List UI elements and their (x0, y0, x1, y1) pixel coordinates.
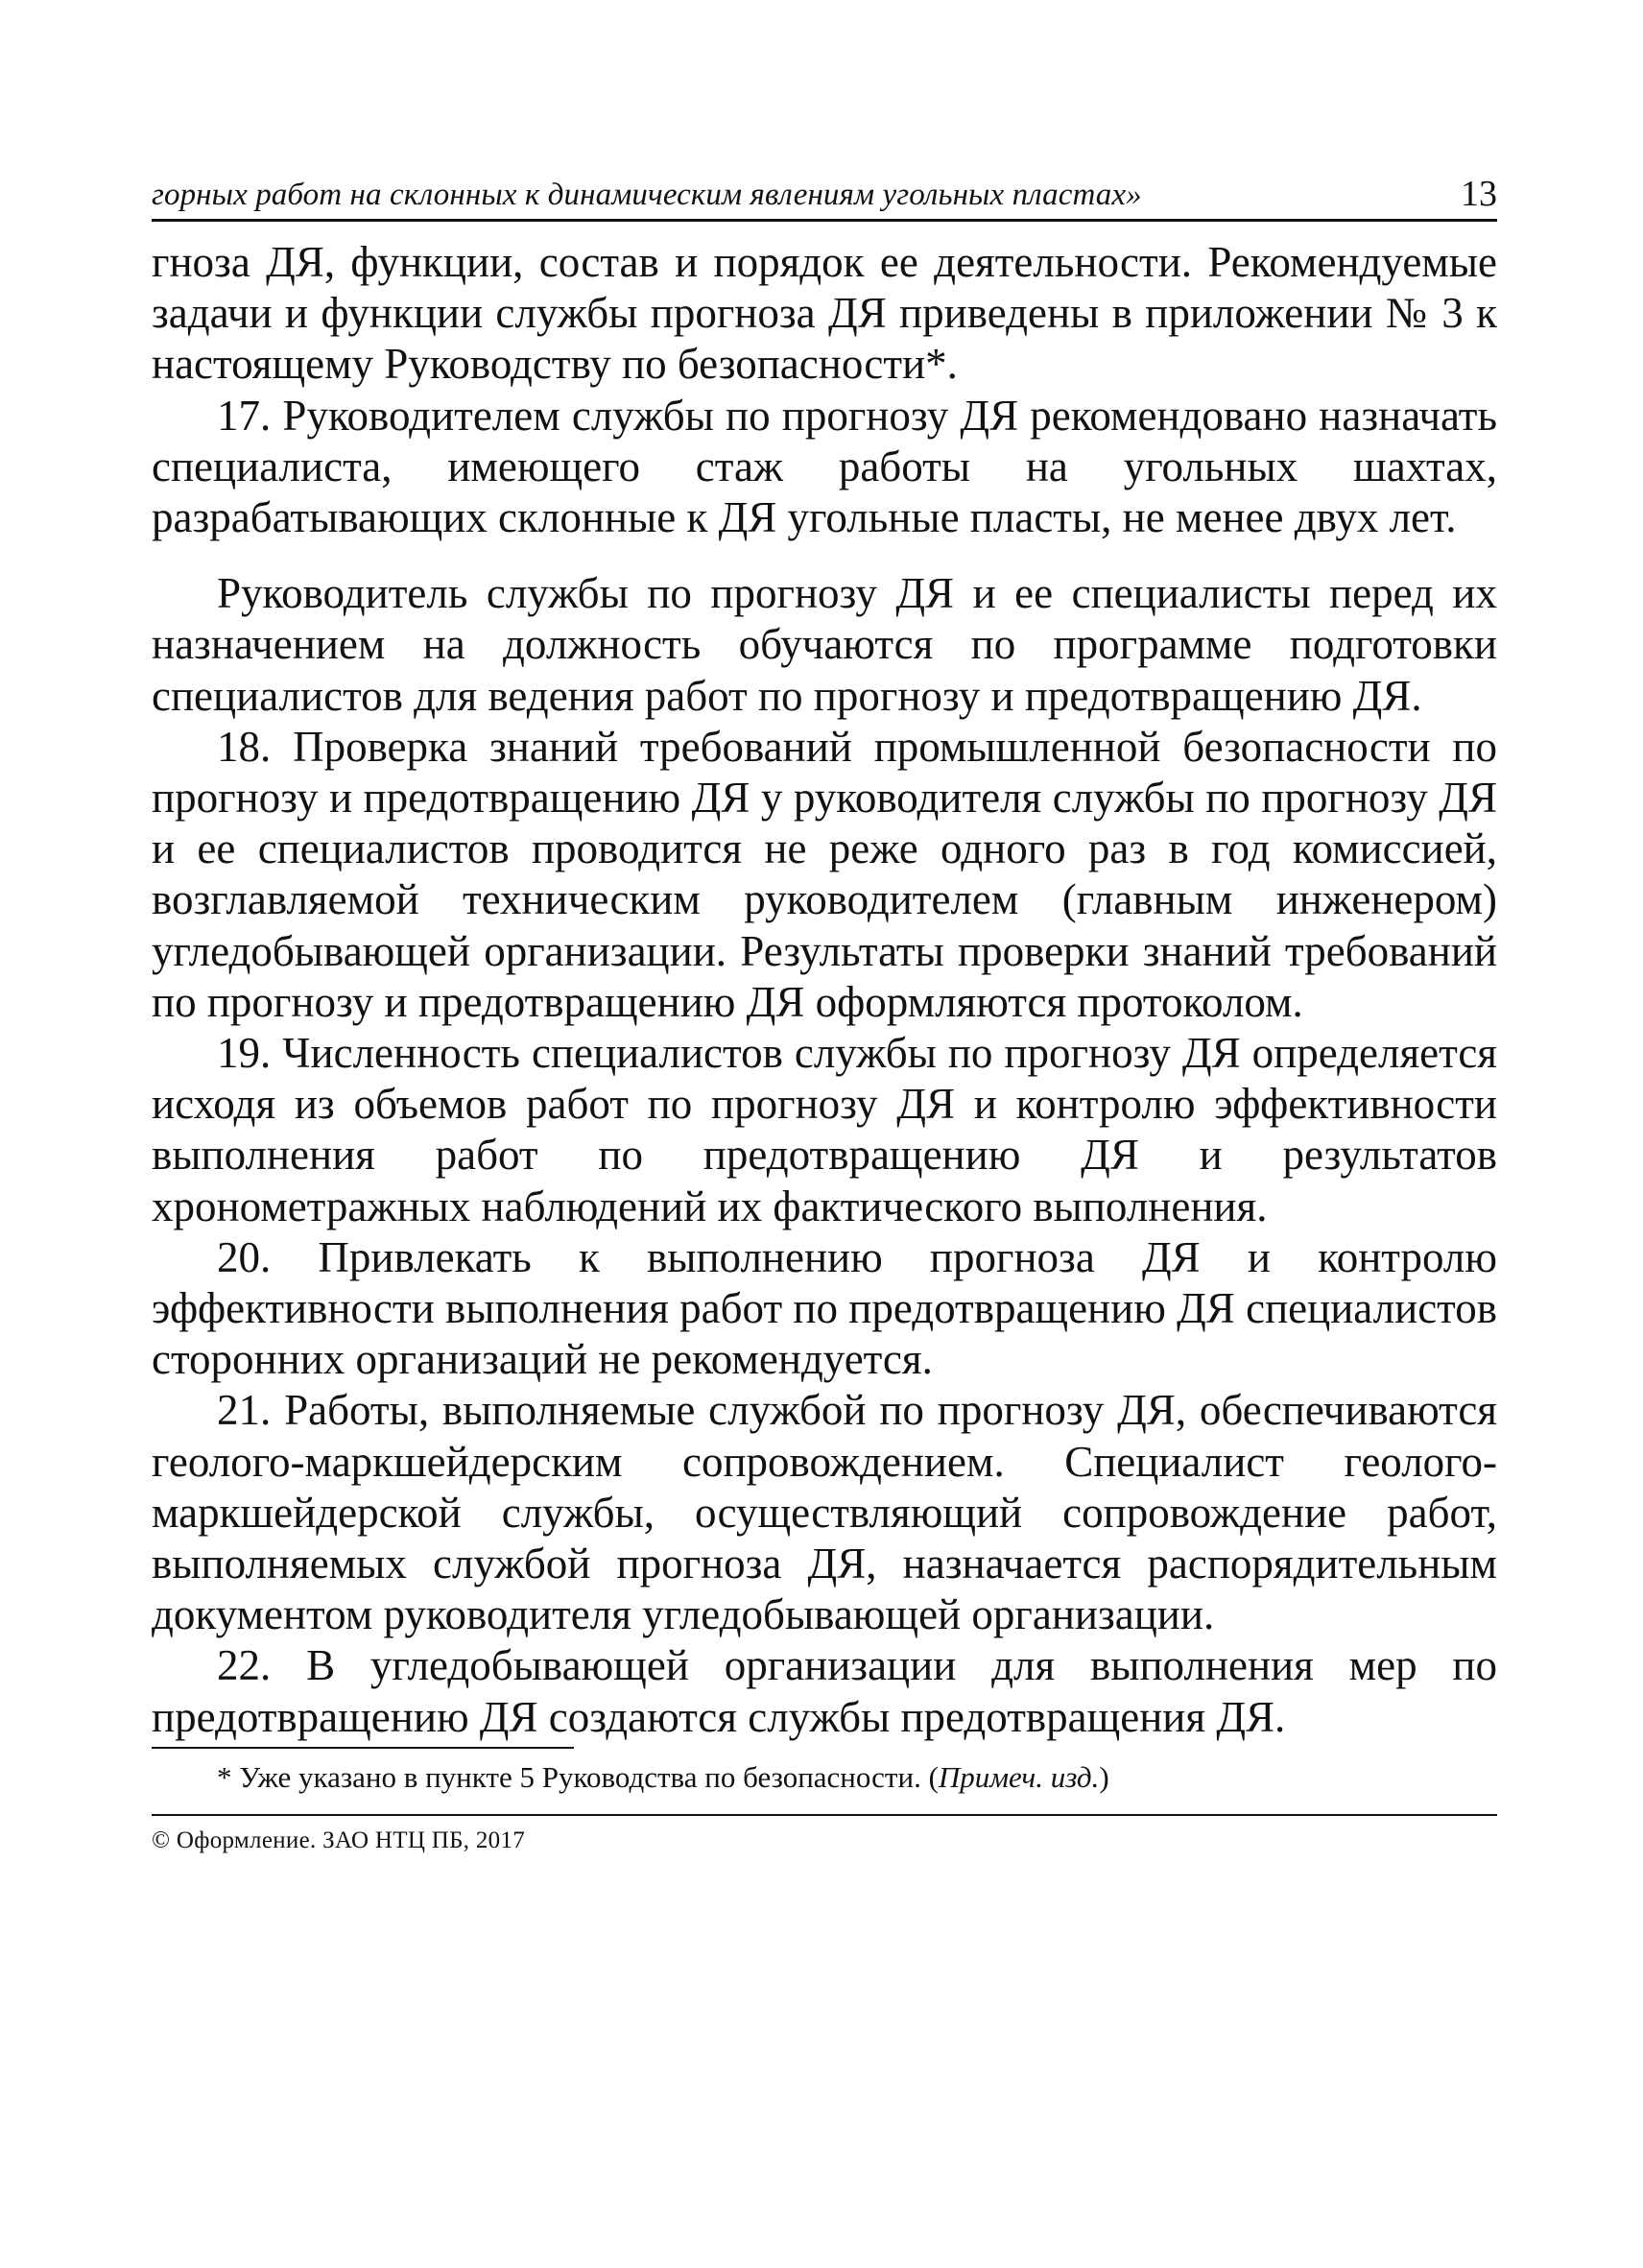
page-number: 13 (1461, 174, 1497, 214)
running-header (152, 173, 1497, 222)
footnote-text: * Уже указано в пункте 5 Руководства по безопасности. ( (217, 1759, 939, 1794)
footnote-publisher-note: Примеч. изд. (938, 1759, 1100, 1794)
paragraph-item-17-supervisor: Руководитель службы по прогнозу ДЯ и ее специалисты перед их назначением на должность обучаются по программе подготовки специалистов для ведения работ по прогнозу и предотвращению ДЯ. (152, 569, 1497, 720)
paragraph-item-20: 20. Привлекать к выполнению прогноза ДЯ и контролю эффективности выполнения работ по предотвращению ДЯ специалистов сторонних организаций не рекомендуется. (152, 1232, 1497, 1384)
paragraph-item-19: 19. Численность специалистов службы по прогнозу ДЯ определяется исходя из объемов работ по прогнозу ДЯ и контролю эффективности выполнения работ по предотвращению ДЯ и результатов хронометражных наблюдений их фактического выполнения. (152, 1029, 1497, 1230)
footnote-divider (152, 1747, 574, 1749)
paragraph-item-21: 21. Работы, выполняемые службой по прогнозу ДЯ, обеспечиваются геолого-маркшейдерским сопровождением. Специалист геолого-маркшейдерской службы, осуществляющий сопровождение работ, выполняемых службой прогноза ДЯ, назначается распорядительным документом руководителя угледобывающей организации. (152, 1386, 1497, 1639)
copyright-notice: © Оформление. ЗАО НТЦ ПБ, 2017 (152, 1826, 526, 1853)
paragraph-item-18: 18. Проверка знаний требований промышленной безопасности по прогнозу и предотвращению ДЯ у руководителя службы по прогнозу ДЯ и ее специалистов проводится не реже одного раз в год комиссией, возглавляемой техническим руководителем (главным инженером) угледобывающей организации. Результаты проверки знаний требований по прогнозу и предотвращению ДЯ оформляются протоколом. (152, 722, 1497, 1026)
paragraph-item-22: 22. В угледобывающей организации для выполнения мер по предотвращению ДЯ создаются службы предотвращения ДЯ. (152, 1641, 1497, 1741)
paragraph-continuation: гноза ДЯ, функции, состав и порядок ее деятельности. Рекомендуемые задачи и функции службы прогноза ДЯ приведены в приложении № 3 к настоящему Руководству по безопасности*. (152, 238, 1497, 389)
document-page (152, 173, 1497, 1854)
paragraph-item-17: 17. Руководителем службы по прогнозу ДЯ рекомендовано назначать специалиста, имеющего стаж работы на угольных шахтах, разрабатывающих склонные к ДЯ угольные пласты, не менее двух лет. (152, 391, 1497, 542)
footnote-close: ) (1099, 1759, 1109, 1794)
running-title: горных работ на склонных к динамическим явлениям угольных пластах» (152, 178, 1142, 212)
footnote (217, 1758, 1497, 1797)
footer-divider (152, 1814, 1497, 1816)
body-text (152, 237, 1497, 1743)
